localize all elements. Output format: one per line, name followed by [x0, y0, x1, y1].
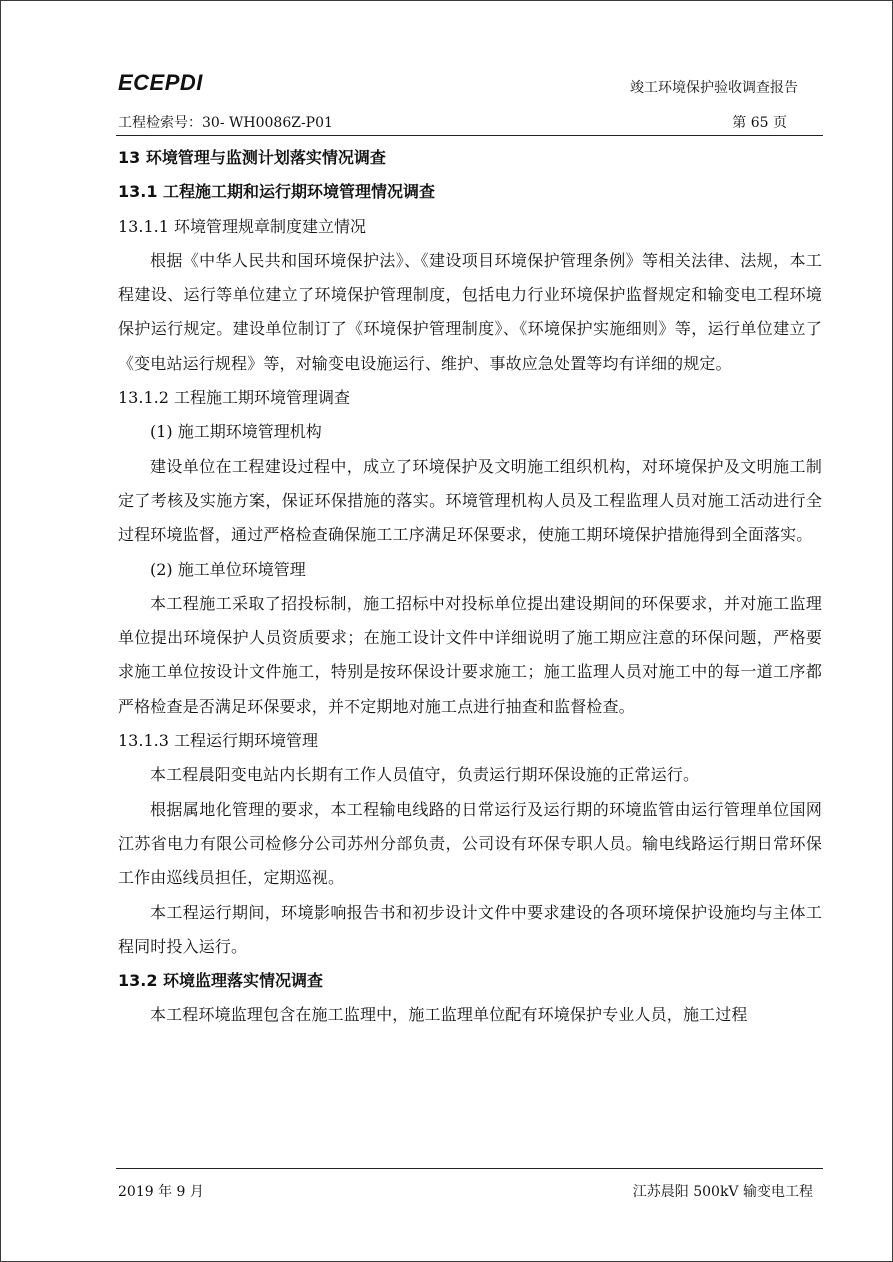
section-13-1-heading: 13.1 工程施工期和运行期环境管理情况调查: [118, 182, 436, 202]
company-logo: ECEPDI: [118, 70, 203, 95]
paragraph-facilities-operation: 本工程运行期间，环境影响报告书和初步设计文件中要求建设的各项环境保护设施均与主体工程同时投入运行。: [118, 902, 822, 956]
section-13-heading: 13 环境管理与监测计划落实情况调查: [118, 148, 386, 167]
footer-date: 2019 年 9 月: [118, 1184, 204, 1200]
section-13-1-3-heading: 13.1.3 工程运行期环境管理: [118, 731, 318, 751]
header-divider: [116, 135, 823, 136]
paragraph-construction-organization: 建设单位在工程建设过程中，成立了环境保护及文明施工组织机构，对环境保护及文明施工制定了考核及实施方案，保证环保措施的落实。环境管理机构人员及工程监理人员对施工活动进行全过程环境监督，通过严格检查确保施工工序满足环保要求，使施工期环境保护措施得到全面落实。: [118, 456, 822, 545]
section-13-2-heading: 13.2 环境监理落实情况调查: [118, 971, 324, 991]
section-13-1-2-heading: 13.1.2 工程施工期环境管理调查: [118, 388, 350, 408]
page-body: [118, 141, 822, 1033]
report-title: 竣工环境保护验收调查报告: [630, 80, 798, 96]
item-1-heading: (1) 施工期环境管理机构: [150, 422, 322, 442]
footer-divider: [116, 1168, 823, 1169]
paragraph-environmental-supervision: 本工程环境监理包含在施工监理中，施工监理单位配有环境保护专业人员，施工过程: [150, 1005, 748, 1025]
paragraph-regulations: 根据《中华人民共和国环境保护法》、《建设项目环境保护管理条例》等相关法律、法规，本工程建设、运行等单位建立了环境保护管理制度，包括电力行业环境保护监督规定和输变电工程环境保护运行规定。建设单位制订了《环境保护管理制度》、《环境保护实施细则》等，运行单位建立了《变电站运行规程》等，对输变电设施运行、维护、事故应急处置等均有详细的规定。: [118, 250, 822, 373]
project-index-number: 工程检索号：30- WH0086Z-P01: [118, 115, 333, 131]
paragraph-line-operation: 根据属地化管理的要求，本工程输电线路的日常运行及运行期的环境监管由运行管理单位国网江苏省电力有限公司检修分公司苏州分部负责，公司设有环保专职人员。输电线路运行期日常环保工作由巡线员担任，定期巡视。: [118, 799, 822, 888]
footer-project-name: 江苏晨阳 500kV 输变电工程: [632, 1184, 813, 1200]
paragraph-contractor-management: 本工程施工采取了招投标制，施工招标中对投标单位提出建设期间的环保要求，并对施工监理单位提出环境保护人员资质要求；在施工设计文件中详细说明了施工期应注意的环保问题，严格要求施工单位按设计文件施工，特别是按环保设计要求施工；施工监理人员对施工中的每一道工序都严格检查是否满足环保要求，并不定期地对施工点进行抽查和监督检查。: [118, 593, 822, 716]
item-2-heading: (2) 施工单位环境管理: [150, 559, 306, 579]
paragraph-substation-staffing: 本工程晨阳变电站内长期有工作人员值守，负责运行期环保设施的正常运行。: [150, 765, 700, 785]
page-number: 第 65 页: [732, 115, 787, 131]
section-13-1-1-heading: 13.1.1 环境管理规章制度建立情况: [118, 216, 366, 236]
